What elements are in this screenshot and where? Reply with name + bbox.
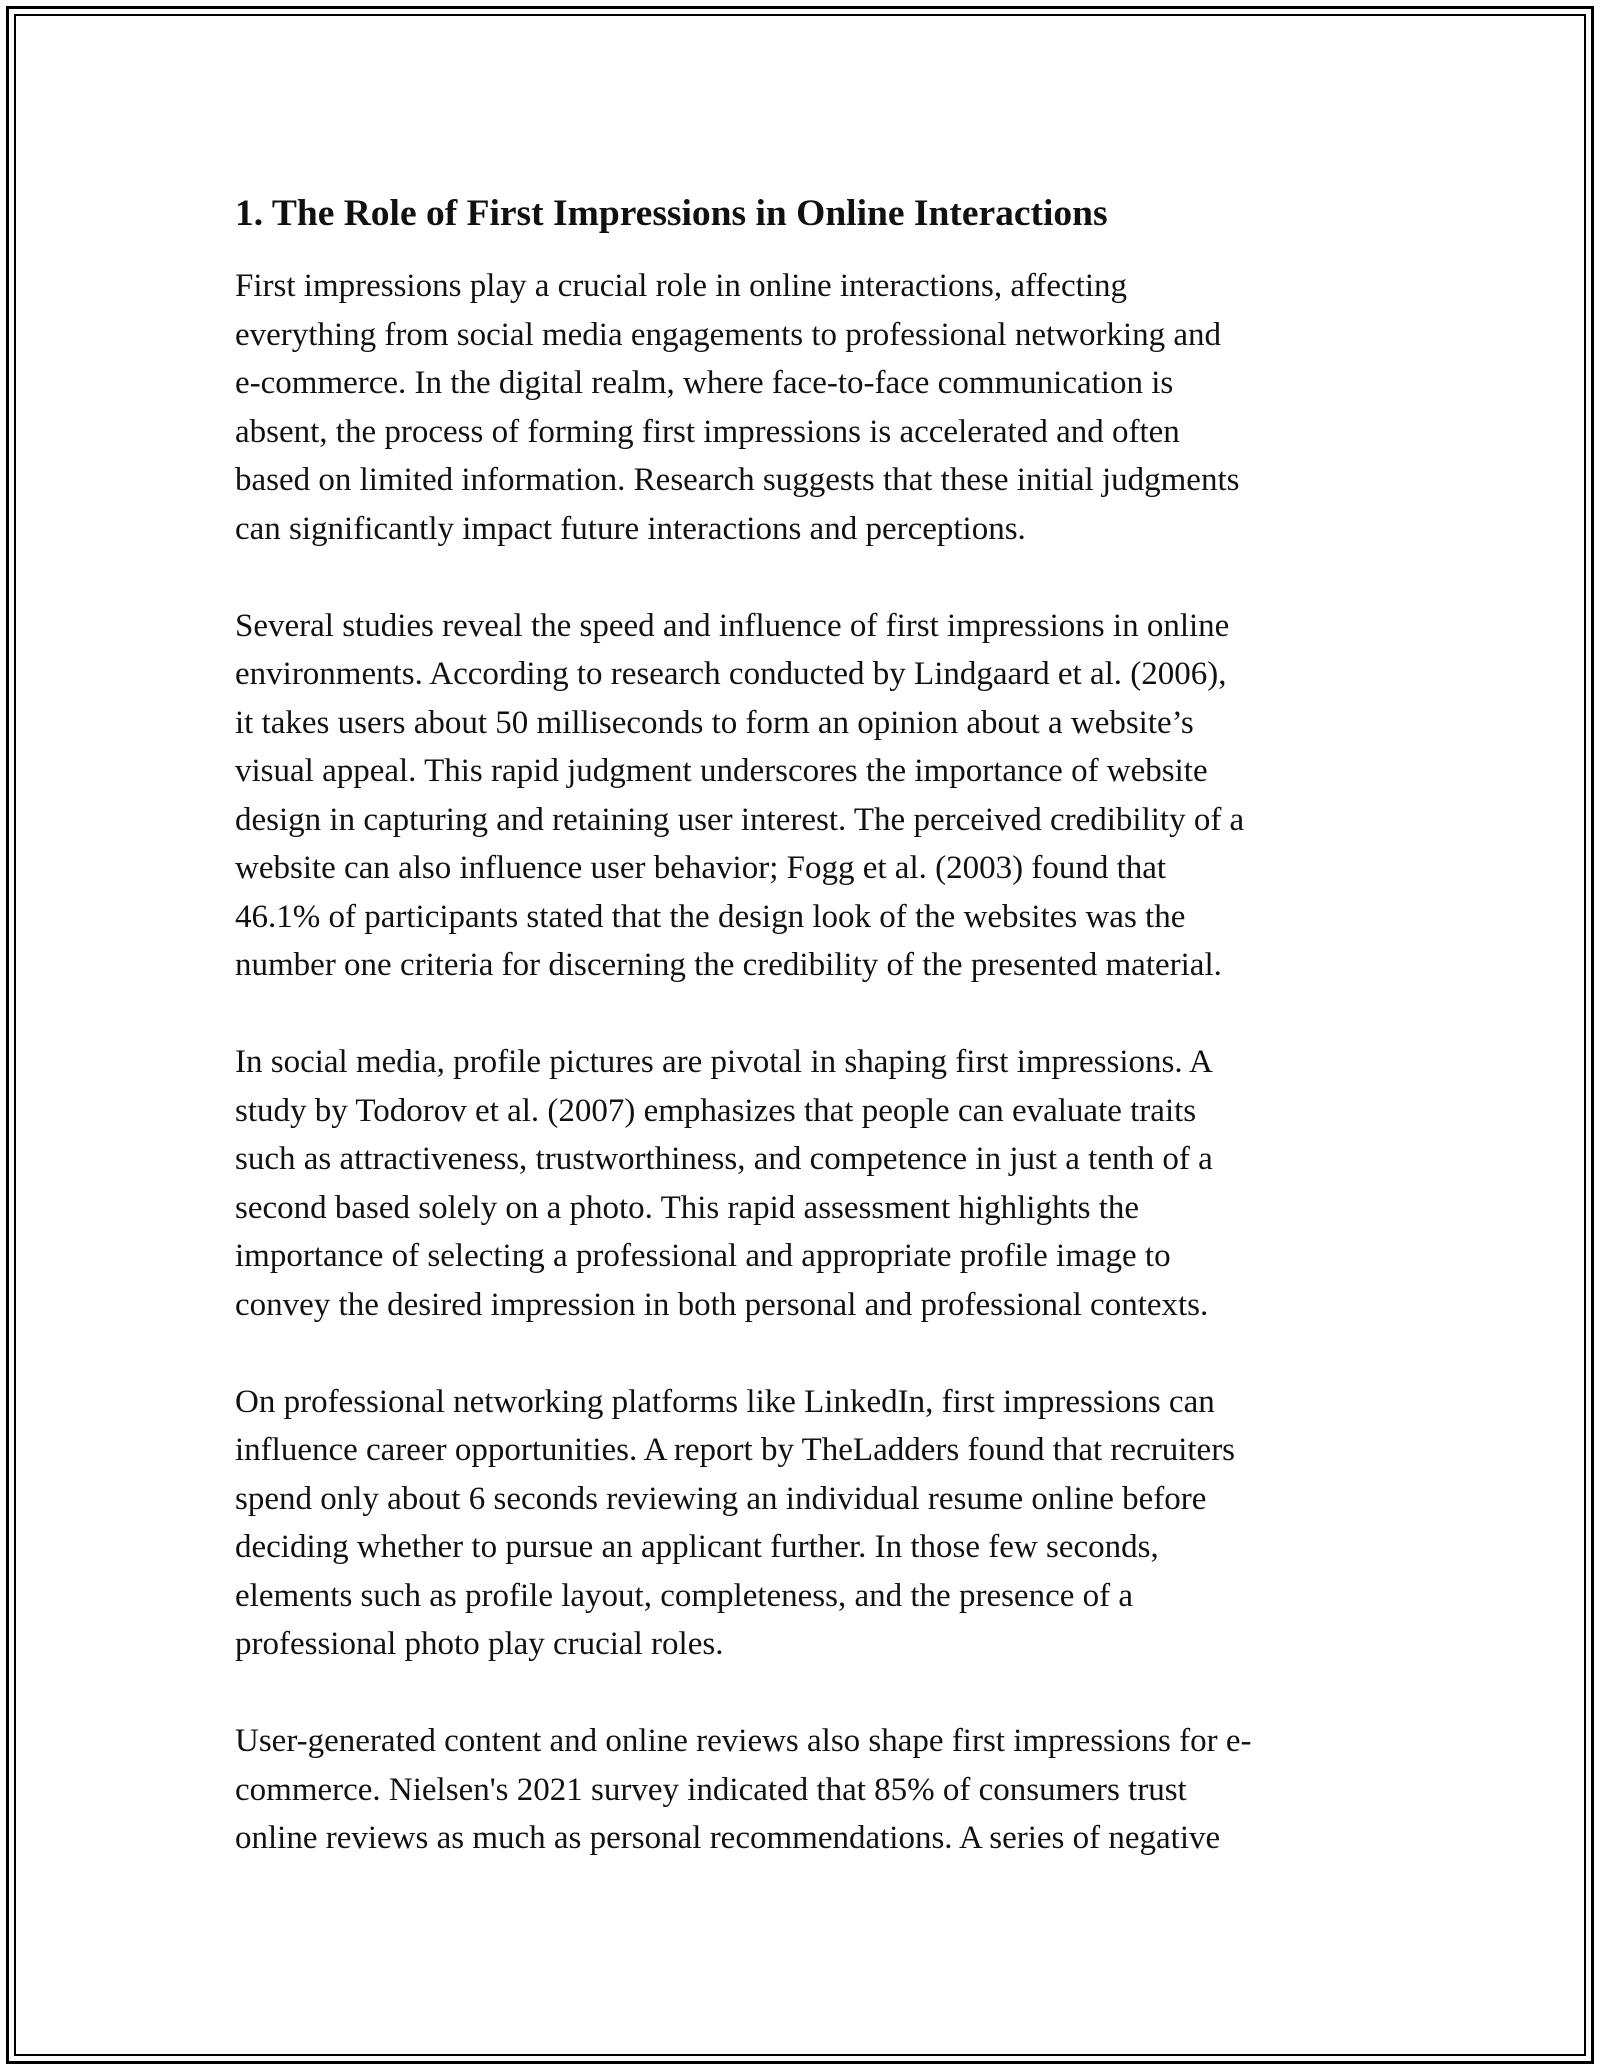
paragraph-first-impressions-role: First impressions play a crucial role in online interactions, affecting everything from social media engagements to professional networking and e-commerce. In the digital realm, where face-to-face communication is absent, the process of forming first impressions is accelerated and often based on limited information. Research suggests that these initial judgments can significantly impact future interactions and perceptions. <box>235 268 1240 547</box>
paragraph-professional-networking: On professional networking platforms like LinkedIn, first impressions can influence career opportunities. A report by TheLadders found that recruiters spend only about 6 seconds reviewing an individual resume online before deciding whether to pursue an applicant further. In those few seconds, elements such as profile layout, completeness, and the presence of a professional photo play crucial roles. <box>235 1383 1236 1662</box>
section-heading: 1. The Role of First Impressions in Online Interactions <box>235 193 1108 234</box>
document-body <box>235 186 1380 1863</box>
paragraph-social-media-profile-pictures: In social media, profile pictures are pivotal in shaping first impressions. A study by Todorov et al. (2007) emphasizes that people can evaluate traits such as attractiveness, trustworthiness, and competence in just a tenth of a second based solely on a photo. This rapid assessment highlights the importance of selecting a professional and appropriate profile image to convey the desired impression in both personal and professional contexts. <box>235 1044 1213 1323</box>
paragraph-online-reviews: User-generated content and online reviews also shape first impressions for e- commerce. Nielsen's 2021 survey indicated that 85% of consumers trust online reviews as much as personal recommendations. A series of negative <box>235 1723 1252 1856</box>
paragraph-speed-and-influence: Several studies reveal the speed and influence of first impressions in online environments. According to research conducted by Lindgaard et al. (2006), it takes users about 50 milliseconds to form an opinion about a website’s visual appeal. This rapid judgment underscores the importance of website design in capturing and retaining user interest. The perceived credibility of a website can also influence user behavior; Fogg et al. (2003) found that 46.1% of participants stated that the design look of the websites was the number one criteria for discerning the credibility of the presented material. <box>235 607 1245 983</box>
